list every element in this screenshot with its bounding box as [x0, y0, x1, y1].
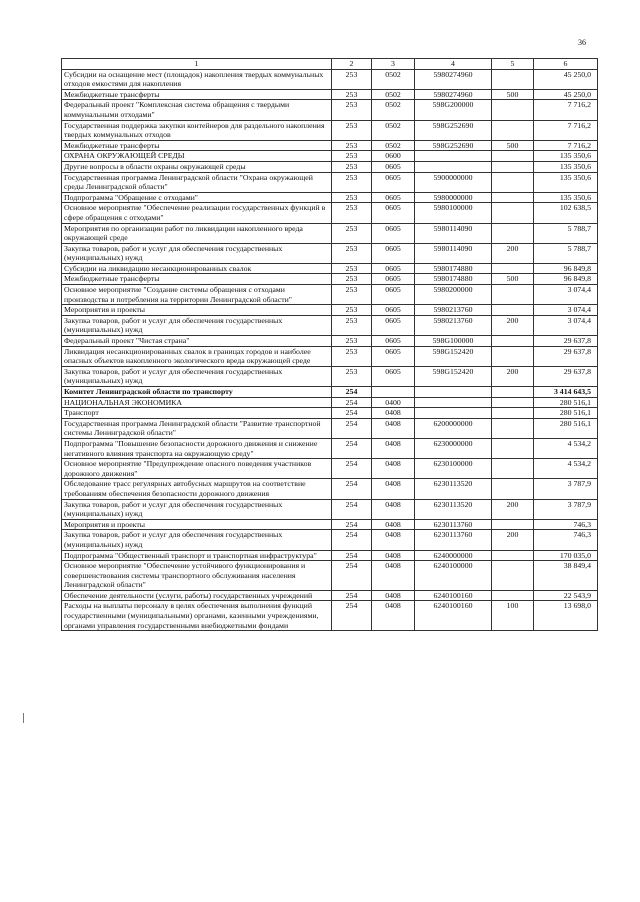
- cell-c5: [492, 418, 534, 438]
- column-header: 6: [534, 59, 598, 70]
- cell-c5: [492, 192, 534, 203]
- cell-c3: 0605: [372, 192, 415, 203]
- cell-c4: 5900000000: [415, 172, 492, 192]
- cell-c4: 598G252690: [415, 120, 492, 140]
- row-label: Подпрограмма "Обращение с отходами": [62, 192, 332, 203]
- table-row: [62, 285, 598, 305]
- cell-c6: 3 074,4: [534, 305, 598, 316]
- cell-c3: 0408: [372, 418, 415, 438]
- cell-c2: 254: [332, 479, 372, 499]
- cell-c5: 500: [492, 140, 534, 151]
- cell-c3: 0408: [372, 530, 415, 550]
- cell-c5: [492, 100, 534, 120]
- row-label: Закупка товаров, работ и услуг для обеспечения государственных (муниципальных) нужд: [62, 530, 332, 550]
- cell-c4: 6240000000: [415, 550, 492, 561]
- cell-c5: [492, 305, 534, 316]
- table-row: [62, 151, 598, 162]
- cell-c2: 254: [332, 387, 372, 398]
- table-row: [62, 100, 598, 120]
- cell-c6: 135 350,6: [534, 151, 598, 162]
- cell-c2: 253: [332, 161, 372, 172]
- cell-c4: 5980174880: [415, 263, 492, 274]
- cell-c4: [415, 151, 492, 162]
- cell-c6: 746,3: [534, 519, 598, 530]
- cell-c6: 135 350,6: [534, 172, 598, 192]
- cell-c3: 0605: [372, 203, 415, 223]
- cell-c2: 253: [332, 192, 372, 203]
- table-row: [62, 550, 598, 561]
- row-label: Основное мероприятие "Создание системы обращения с отходами производства и потребления на территории Ленинградской области": [62, 285, 332, 305]
- cell-c4: 5980200000: [415, 285, 492, 305]
- column-header: 5: [492, 59, 534, 70]
- table-row: [62, 336, 598, 347]
- table-row: [62, 305, 598, 316]
- cell-c6: 170 035,0: [534, 550, 598, 561]
- cell-c6: 96 849,8: [534, 274, 598, 285]
- cell-c6: 45 250,0: [534, 89, 598, 100]
- cell-c4: 6230113760: [415, 530, 492, 550]
- cell-c2: 253: [332, 243, 372, 263]
- cell-c2: 253: [332, 274, 372, 285]
- table-row: [62, 479, 598, 499]
- cell-c3: 0408: [372, 519, 415, 530]
- table-row: [62, 161, 598, 172]
- cell-c2: 254: [332, 530, 372, 550]
- cell-c6: 280 516,1: [534, 408, 598, 419]
- table-row: [62, 438, 598, 458]
- row-label: Закупка товаров, работ и услуг для обеспечения государственных (муниципальных) нужд: [62, 366, 332, 386]
- cell-c4: 6230100000: [415, 459, 492, 479]
- row-label: Субсидии на оснащение мест (площадок) накопления твердых коммунальных отходов емкостями для накопления: [62, 69, 332, 89]
- row-label: Транспорт: [62, 408, 332, 419]
- table-row: [62, 140, 598, 151]
- cell-c4: 6230000000: [415, 438, 492, 458]
- cell-c6: 5 788,7: [534, 223, 598, 243]
- cell-c5: 200: [492, 243, 534, 263]
- row-label: НАЦИОНАЛЬНАЯ ЭКОНОМИКА: [62, 397, 332, 408]
- cell-c5: 200: [492, 530, 534, 550]
- cell-c6: 135 350,6: [534, 192, 598, 203]
- cell-c5: [492, 263, 534, 274]
- cell-c4: 5980213760: [415, 305, 492, 316]
- cell-c6: 13 698,0: [534, 601, 598, 631]
- cell-c6: 135 350,6: [534, 161, 598, 172]
- cell-c2: 254: [332, 418, 372, 438]
- cell-c2: 253: [332, 69, 372, 89]
- cell-c3: 0408: [372, 408, 415, 419]
- table-row: [62, 263, 598, 274]
- row-label: Межбюджетные трансферты: [62, 89, 332, 100]
- table-row: [62, 69, 598, 89]
- cell-c4: 5980274960: [415, 89, 492, 100]
- row-label: Государственная поддержка закупки контейнеров для раздельного накопления твердых коммунальных отходов: [62, 120, 332, 140]
- table-row: [62, 89, 598, 100]
- cell-c5: [492, 151, 534, 162]
- cell-c4: 5980000000: [415, 192, 492, 203]
- cell-c2: 253: [332, 346, 372, 366]
- table-row: [62, 120, 598, 140]
- table-row: [62, 172, 598, 192]
- table-row: [62, 387, 598, 398]
- cell-c4: 598G152420: [415, 346, 492, 366]
- column-header: 3: [372, 59, 415, 70]
- cell-c4: 6200000000: [415, 418, 492, 438]
- row-label: Мероприятия и проекты: [62, 519, 332, 530]
- cell-c6: 280 516,1: [534, 418, 598, 438]
- cell-c5: [492, 459, 534, 479]
- cell-c6: 38 849,4: [534, 561, 598, 591]
- table-row: [62, 346, 598, 366]
- cell-c5: [492, 387, 534, 398]
- cell-c5: 500: [492, 274, 534, 285]
- cell-c2: 254: [332, 601, 372, 631]
- cell-c3: 0408: [372, 438, 415, 458]
- cell-c6: 45 250,0: [534, 69, 598, 89]
- table-row: [62, 243, 598, 263]
- cell-c6: 29 637,8: [534, 336, 598, 347]
- row-label: Мероприятия по организации работ по ликвидации накопленного вреда окружающей среде: [62, 223, 332, 243]
- table-row: [62, 397, 598, 408]
- row-label: Закупка товаров, работ и услуг для обеспечения государственных (муниципальных) нужд: [62, 315, 332, 335]
- table-row: [62, 459, 598, 479]
- cell-c4: 5980213760: [415, 315, 492, 335]
- cell-c3: 0502: [372, 120, 415, 140]
- table-row: [62, 561, 598, 591]
- cell-c5: 200: [492, 366, 534, 386]
- cell-c2: 253: [332, 223, 372, 243]
- cell-c5: [492, 561, 534, 591]
- cell-c6: 3 787,9: [534, 499, 598, 519]
- row-label: Закупка товаров, работ и услуг для обеспечения государственных (муниципальных) нужд: [62, 243, 332, 263]
- cell-c4: [415, 397, 492, 408]
- cell-c6: 280 516,1: [534, 397, 598, 408]
- table-row: [62, 192, 598, 203]
- cell-c2: 254: [332, 550, 372, 561]
- cell-c5: [492, 408, 534, 419]
- cell-c5: [492, 479, 534, 499]
- cell-c6: 3 414 643,5: [534, 387, 598, 398]
- cell-c3: 0605: [372, 315, 415, 335]
- cell-c5: [492, 346, 534, 366]
- cell-c5: [492, 336, 534, 347]
- table-row: [62, 590, 598, 601]
- cell-c5: [492, 438, 534, 458]
- cell-c2: 253: [332, 315, 372, 335]
- cell-c2: 254: [332, 408, 372, 419]
- cell-c3: 0605: [372, 172, 415, 192]
- cell-c3: 0605: [372, 346, 415, 366]
- cell-c2: 253: [332, 172, 372, 192]
- cell-c6: 4 534,2: [534, 438, 598, 458]
- row-label: Государственная программа Ленинградской области "Развитие транспортной системы Ленинградской области": [62, 418, 332, 438]
- page-number: 36: [578, 38, 586, 47]
- cell-c6: 746,3: [534, 530, 598, 550]
- cell-c4: 598G100000: [415, 336, 492, 347]
- cell-c5: 100: [492, 601, 534, 631]
- row-label: Ликвидация несанкционированных свалок в границах городов и наиболее опасных объектов накопленного экологического вреда окружающей среде: [62, 346, 332, 366]
- cell-c2: 254: [332, 590, 372, 601]
- cell-c4: 6240100160: [415, 590, 492, 601]
- cell-c5: 200: [492, 315, 534, 335]
- row-label: Основное мероприятие "Предупреждение опасного поведения участников дорожного движения": [62, 459, 332, 479]
- cell-c3: 0408: [372, 601, 415, 631]
- cell-c6: 7 716,2: [534, 120, 598, 140]
- row-label: Основное мероприятие "Обеспечение реализации государственных функций в сфере обращения с отходами": [62, 203, 332, 223]
- cell-c4: 598G252690: [415, 140, 492, 151]
- row-label: Обследование трасс регулярных автобусных маршрутов на соответствие требованиям обеспечения безопасности дорожного движения: [62, 479, 332, 499]
- cell-c3: 0400: [372, 397, 415, 408]
- row-label: Основное мероприятие "Обеспечение устойчивого функционирования и совершенствования системы транспортного обслуживания населения Ленинградской области": [62, 561, 332, 591]
- row-label: Обеспечение деятельности (услуги, работы) государственных учреждений: [62, 590, 332, 601]
- cell-c2: 253: [332, 120, 372, 140]
- cell-c4: [415, 387, 492, 398]
- cell-c3: 0605: [372, 366, 415, 386]
- cell-c3: 0502: [372, 140, 415, 151]
- cell-c3: 0605: [372, 285, 415, 305]
- cell-c6: 29 637,8: [534, 346, 598, 366]
- cell-c2: 253: [332, 140, 372, 151]
- row-label: Федеральный проект "Чистая страна": [62, 336, 332, 347]
- cell-c2: 254: [332, 438, 372, 458]
- cell-c5: [492, 590, 534, 601]
- cell-c3: 0605: [372, 305, 415, 316]
- cell-c4: [415, 408, 492, 419]
- cell-c5: 500: [492, 89, 534, 100]
- table-row: [62, 499, 598, 519]
- cell-c3: 0605: [372, 223, 415, 243]
- cell-c3: 0408: [372, 479, 415, 499]
- table-row: [62, 418, 598, 438]
- table-row: [62, 315, 598, 335]
- table-row: [62, 366, 598, 386]
- cell-c4: 598G152420: [415, 366, 492, 386]
- row-label: Подпрограмма "Повышение безопасности дорожного движения и снижение негативного влияния транспорта на окружающую среду": [62, 438, 332, 458]
- cell-c2: 253: [332, 285, 372, 305]
- cell-c2: 253: [332, 203, 372, 223]
- cell-c4: 5980274960: [415, 69, 492, 89]
- cell-c2: 253: [332, 100, 372, 120]
- row-label: Субсидии на ликвидацию несанкционированных свалок: [62, 263, 332, 274]
- row-label: ОХРАНА ОКРУЖАЮЩЕЙ СРЕДЫ: [62, 151, 332, 162]
- cell-c3: 0605: [372, 161, 415, 172]
- cell-c2: 254: [332, 561, 372, 591]
- cell-c2: 253: [332, 151, 372, 162]
- cell-c5: [492, 69, 534, 89]
- cell-c4: 6230113760: [415, 519, 492, 530]
- table-row: [62, 530, 598, 550]
- table-row: [62, 223, 598, 243]
- cell-c4: 6230113520: [415, 479, 492, 499]
- cell-c5: [492, 172, 534, 192]
- cell-c3: 0605: [372, 263, 415, 274]
- cell-c2: 253: [332, 89, 372, 100]
- cell-c4: 5980174880: [415, 274, 492, 285]
- row-label: Межбюджетные трансферты: [62, 274, 332, 285]
- column-header: 4: [415, 59, 492, 70]
- cell-c4: 6230113520: [415, 499, 492, 519]
- column-header: 1: [62, 59, 332, 70]
- table-row: [62, 274, 598, 285]
- table-row: [62, 408, 598, 419]
- cell-c5: [492, 203, 534, 223]
- cell-c3: 0408: [372, 499, 415, 519]
- cell-c6: 4 534,2: [534, 459, 598, 479]
- table-row: [62, 519, 598, 530]
- cell-c5: [492, 120, 534, 140]
- row-label: Мероприятия и проекты: [62, 305, 332, 316]
- row-label: Другие вопросы в области охраны окружающей среды: [62, 161, 332, 172]
- cell-c6: 22 543,9: [534, 590, 598, 601]
- cell-c3: 0408: [372, 459, 415, 479]
- cell-c6: 7 716,2: [534, 140, 598, 151]
- row-label: Межбюджетные трансферты: [62, 140, 332, 151]
- cell-c3: 0605: [372, 243, 415, 263]
- cell-c2: 254: [332, 499, 372, 519]
- cell-c2: 253: [332, 263, 372, 274]
- cell-c3: 0408: [372, 550, 415, 561]
- cell-c3: 0502: [372, 100, 415, 120]
- cell-c6: 102 638,5: [534, 203, 598, 223]
- cell-c6: 3 074,4: [534, 285, 598, 305]
- cell-c5: [492, 285, 534, 305]
- cell-c5: [492, 550, 534, 561]
- cell-c2: 254: [332, 519, 372, 530]
- cell-c4: 6240100000: [415, 561, 492, 591]
- cell-c5: [492, 223, 534, 243]
- cell-c6: 29 637,8: [534, 366, 598, 386]
- cell-c3: 0605: [372, 274, 415, 285]
- cell-c6: 7 716,2: [534, 100, 598, 120]
- cell-c4: 598G200000: [415, 100, 492, 120]
- cell-c3: 0408: [372, 561, 415, 591]
- row-label: Государственная программа Ленинградской области "Охрана окружающей среды Ленинградской области": [62, 172, 332, 192]
- table-row: [62, 601, 598, 631]
- table-header-row: [62, 59, 598, 70]
- column-header: 2: [332, 59, 372, 70]
- cell-c4: 5980100000: [415, 203, 492, 223]
- cell-c3: 0600: [372, 151, 415, 162]
- cell-c2: 253: [332, 336, 372, 347]
- cell-c4: 6240100160: [415, 601, 492, 631]
- cell-c5: [492, 161, 534, 172]
- cell-c6: 3 787,9: [534, 479, 598, 499]
- cell-c2: 254: [332, 459, 372, 479]
- cell-c2: 254: [332, 397, 372, 408]
- cell-c3: 0502: [372, 69, 415, 89]
- cell-c3: 0408: [372, 590, 415, 601]
- cell-c3: 0502: [372, 89, 415, 100]
- cell-c6: 3 074,4: [534, 315, 598, 335]
- cell-c4: 5980114090: [415, 223, 492, 243]
- cell-c6: 5 788,7: [534, 243, 598, 263]
- row-label: Расходы на выплаты персоналу в целях обеспечения выполнения функций государственными (муниципальными) органами, казенными учреждениями, органами управления государственными внебюджетными фондами: [62, 601, 332, 631]
- row-label: Закупка товаров, работ и услуг для обеспечения государственных (муниципальных) нужд: [62, 499, 332, 519]
- cell-c3: 0605: [372, 336, 415, 347]
- row-label: Комитет Ленинградской области по транспорту: [62, 387, 332, 398]
- cell-c2: 253: [332, 305, 372, 316]
- margin-mark: [23, 713, 24, 723]
- cell-c3: [372, 387, 415, 398]
- table-row: [62, 203, 598, 223]
- cell-c4: [415, 161, 492, 172]
- budget-table: [61, 58, 598, 631]
- cell-c2: 253: [332, 366, 372, 386]
- cell-c6: 96 849,8: [534, 263, 598, 274]
- cell-c5: [492, 397, 534, 408]
- cell-c4: 5980114090: [415, 243, 492, 263]
- cell-c5: 200: [492, 499, 534, 519]
- cell-c5: [492, 519, 534, 530]
- row-label: Подпрограмма "Общественный транспорт и транспортная инфраструктура": [62, 550, 332, 561]
- row-label: Федеральный проект "Комплексная система обращения с твердыми коммунальными отходами": [62, 100, 332, 120]
